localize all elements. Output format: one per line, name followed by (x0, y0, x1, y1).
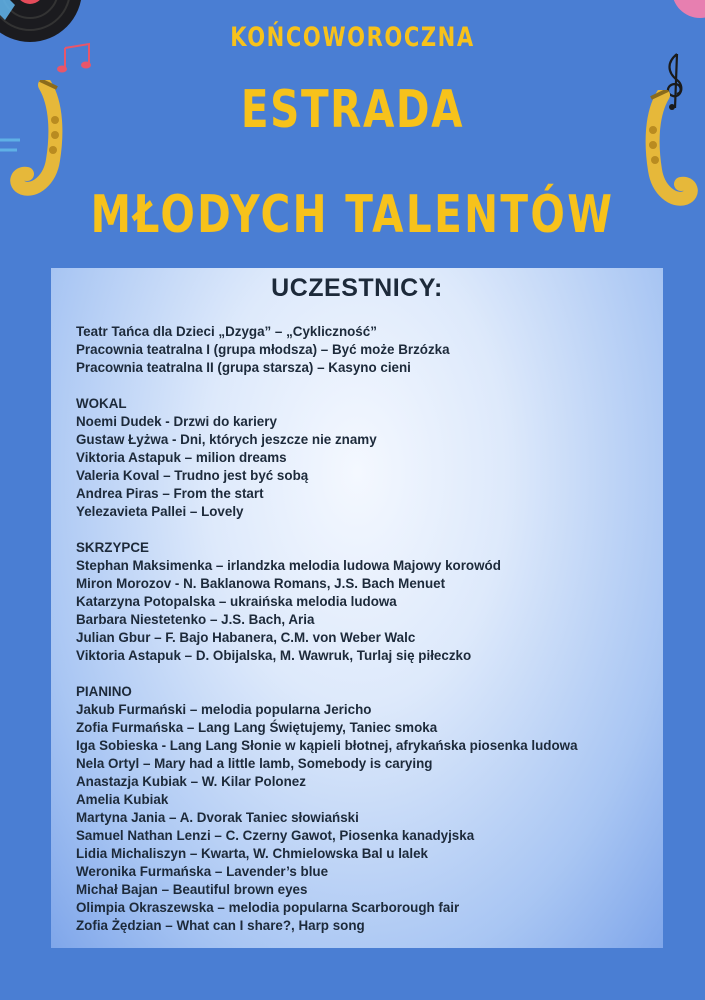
section-label-piano: PIANINO (76, 684, 132, 699)
list-item: Pracownia teatralna II (grupa starsza) – Kasyno cieni (76, 360, 411, 375)
list-item: Viktoria Astapuk – D. Obijalska, M. Wawruk, Turlaj się piłeczko (76, 648, 472, 663)
list-item: Amelia Kubiak (76, 792, 169, 807)
title-line-3: MŁODYCH TALENTÓW (90, 185, 615, 245)
list-item: Michał Bajan – Beautiful brown eyes (76, 882, 308, 897)
list-item: Stephan Maksimenka – irlandzka melodia ludowa Majowy korowód (76, 558, 501, 573)
vinyl-record-icon (0, 0, 90, 45)
list-item: Barbara Niestetenko – J.S. Bach, Aria (76, 612, 315, 627)
list-item: Nela Ortyl – Mary had a little lamb, Somebody is carying (76, 756, 433, 771)
section-label-vocal: WOKAL (76, 396, 127, 411)
disc-icon (665, 0, 705, 20)
list-item: Lidia Michaliszyn – Kwarta, W. Chmielowska Bal u lalek (76, 846, 428, 861)
list-item: Miron Morozov - N. Baklanowa Romans, J.S. Bach Menuet (76, 576, 446, 591)
title-line-2: ESTRADA (240, 80, 465, 140)
list-item: Pracownia teatralna I (grupa młodsza) – Być może Brzózka (76, 342, 450, 357)
list-item: Teatr Tańca dla Dzieci „Dzyga” – „Cykliczność” (76, 324, 377, 339)
participants-card (51, 268, 663, 948)
list-item: Olimpia Okraszewska – melodia popularna Scarborough fair (76, 900, 460, 915)
list-item: Katarzyna Potopalska – ukraińska melodia ludowa (76, 594, 397, 609)
section-label-violin: SKRZYPCE (76, 540, 149, 555)
list-item: Martyna Jania – A. Dvorak Taniec słowiański (76, 810, 359, 825)
list-item: Valeria Koval – Trudno jest być sobą (76, 468, 309, 483)
list-item: Yelezavieta Pallei – Lovely (76, 504, 244, 519)
list-item: Anastazja Kubiak – W. Kilar Polonez (76, 774, 306, 789)
list-item: Samuel Nathan Lenzi – C. Czerny Gawot, Piosenka kanadyjska (76, 828, 475, 843)
participants-heading: UCZESTNICY: (271, 274, 443, 302)
list-item: Iga Sobieska - Lang Lang Słonie w kąpieli błotnej, afrykańska piosenka ludowa (76, 738, 578, 753)
list-item: Noemi Dudek - Drzwi do kariery (76, 414, 277, 429)
list-item: Weronika Furmańska – Lavender’s blue (76, 864, 329, 879)
list-item: Gustaw Łyżwa - Dni, których jeszcze nie znamy (76, 432, 377, 447)
list-item: Zofia Furmańska – Lang Lang Świętujemy, Taniec smoka (76, 720, 438, 735)
list-item: Jakub Furmański – melodia popularna Jericho (76, 702, 372, 717)
list-item: Viktoria Astapuk – milion dreams (76, 450, 287, 465)
title-line-1: KOŃCOWOROCZNA (230, 22, 475, 53)
list-item: Julian Gbur – F. Bajo Habanera, C.M. von Weber Walc (76, 630, 416, 645)
list-item: Zofia Żędzian – What can I share?, Harp song (76, 918, 365, 933)
participants-list (76, 323, 653, 935)
list-item: Andrea Piras – From the start (76, 486, 264, 501)
